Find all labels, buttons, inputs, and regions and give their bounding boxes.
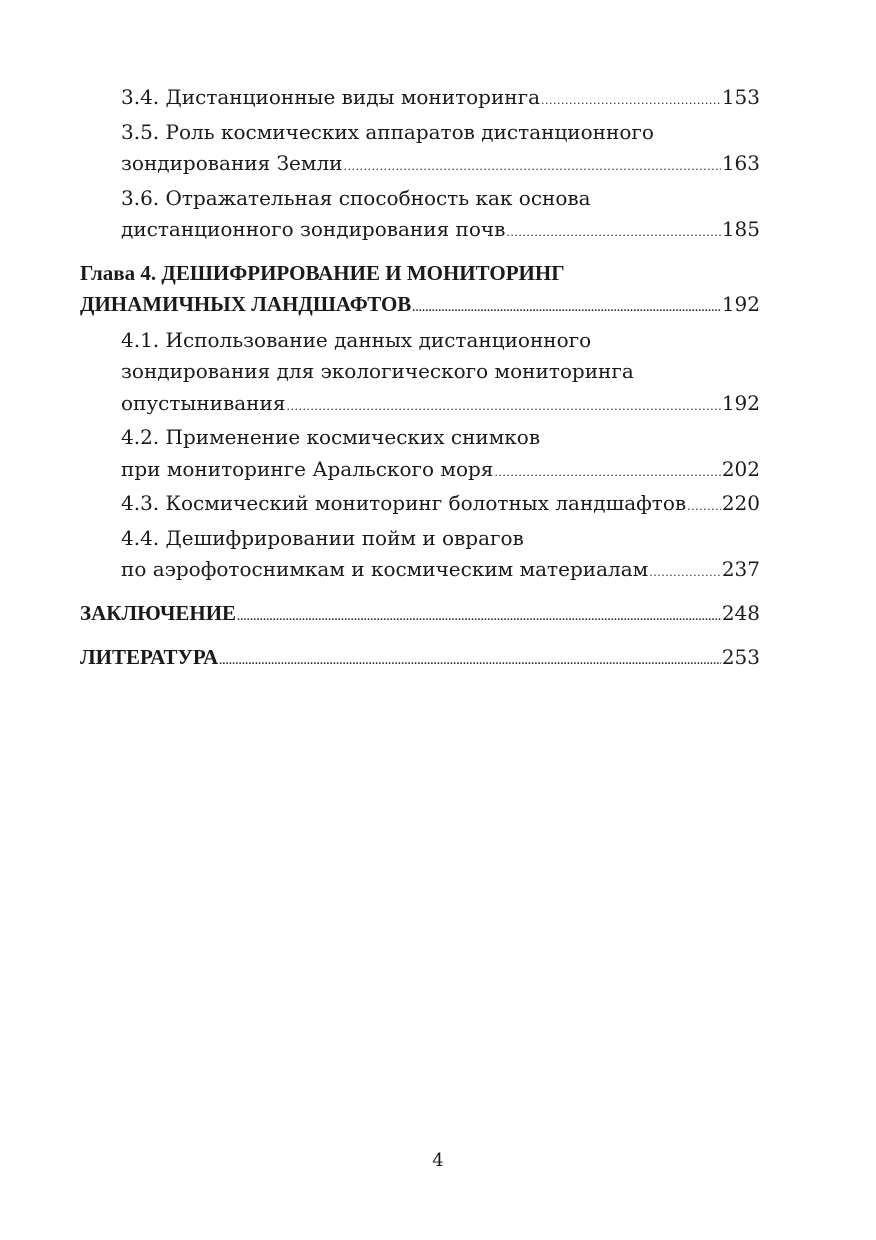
dot-leader: [343, 151, 720, 183]
toc-entry-title: ЛИТЕРАТУРА: [80, 645, 219, 669]
toc-entry-title: ЗАКЛЮЧЕНИЕ: [80, 600, 237, 625]
toc-entry-title: опустынивания: [121, 390, 286, 415]
dot-leader: [506, 217, 720, 249]
toc-entry-3-6[interactable]: [80, 183, 760, 249]
toc-entry-last-line: [80, 289, 760, 325]
toc-entry-4-1[interactable]: [80, 325, 760, 423]
toc-entry-line: 3.6. Отражательная способность как основа: [121, 185, 591, 210]
dot-leader: [237, 602, 721, 634]
dot-leader: [412, 293, 721, 325]
toc-entry-page: 192: [721, 292, 760, 316]
toc-entry-last-line: [80, 598, 760, 634]
dot-leader: [286, 391, 720, 423]
toc-chapter-4[interactable]: [80, 258, 760, 325]
toc-entry-page: 220: [721, 491, 760, 515]
toc-entry-page: 185: [721, 217, 760, 241]
toc-entry-title: ДИНАМИЧНЫХ ЛАНДШАФТОВ: [80, 292, 412, 316]
dot-leader: [219, 646, 721, 678]
toc-entry-line: 4.1. Использование данных дистанционного: [121, 327, 592, 352]
toc-entry-last-line: [121, 388, 760, 423]
toc-entry-3-4[interactable]: [80, 82, 760, 117]
toc-entry-4-4[interactable]: [80, 523, 760, 589]
toc-entry-title: 4.3. Космический мониторинг болотных ландшафтов: [121, 491, 687, 515]
toc-entry-title: по аэрофотоснимкам и космическим материалам: [121, 557, 649, 581]
toc-entry-page: 202: [721, 456, 760, 481]
toc-entry-last-line: [121, 554, 760, 589]
toc-entry-last-line: [121, 214, 760, 249]
toc-entry-title: дистанционного зондирования почв: [121, 217, 506, 241]
toc-entry-page: 163: [721, 151, 760, 175]
toc-entry-line: 3.5. Роль космических аппаратов дистанционного: [121, 119, 654, 144]
toc-entry-page: 253: [721, 645, 760, 669]
toc-entry-line: Глава 4. ДЕШИФРИРОВАНИЕ И МОНИТОРИНГ: [80, 260, 565, 285]
dot-leader: [541, 85, 721, 117]
page-number: 4: [432, 1150, 444, 1171]
dot-leader: [649, 557, 721, 589]
toc-entry-last-line: [121, 82, 760, 117]
toc-entry-last-line: [121, 488, 760, 523]
toc-entry-title: зондирования Земли: [121, 151, 343, 175]
toc-references[interactable]: [80, 642, 760, 678]
toc-entry-title: 3.4. Дистанционные виды мониторинга: [121, 85, 541, 109]
dot-leader: [687, 491, 721, 523]
toc-entry-page: 237: [721, 557, 760, 581]
toc-entry-line: зондирования для экологического мониторинга: [121, 359, 634, 383]
toc-entry-last-line: [121, 454, 760, 489]
table-of-contents: [80, 82, 760, 678]
toc-entry-last-line: [121, 148, 760, 183]
toc-conclusion[interactable]: [80, 598, 760, 634]
toc-entry-4-2[interactable]: [80, 422, 760, 488]
toc-entry-page: 248: [721, 600, 760, 625]
toc-entry-3-5[interactable]: [80, 117, 760, 183]
dot-leader: [494, 457, 720, 489]
toc-entry-last-line: [80, 642, 760, 678]
toc-entry-page: 192: [721, 390, 760, 415]
toc-entry-line: 4.4. Дешифрировании пойм и оврагов: [121, 525, 524, 550]
toc-entry-line: 4.2. Применение космических снимков: [121, 425, 541, 449]
toc-entry-4-3[interactable]: [80, 488, 760, 523]
toc-entry-title: при мониторинге Аральского моря: [121, 456, 494, 481]
toc-entry-page: 153: [721, 85, 760, 109]
